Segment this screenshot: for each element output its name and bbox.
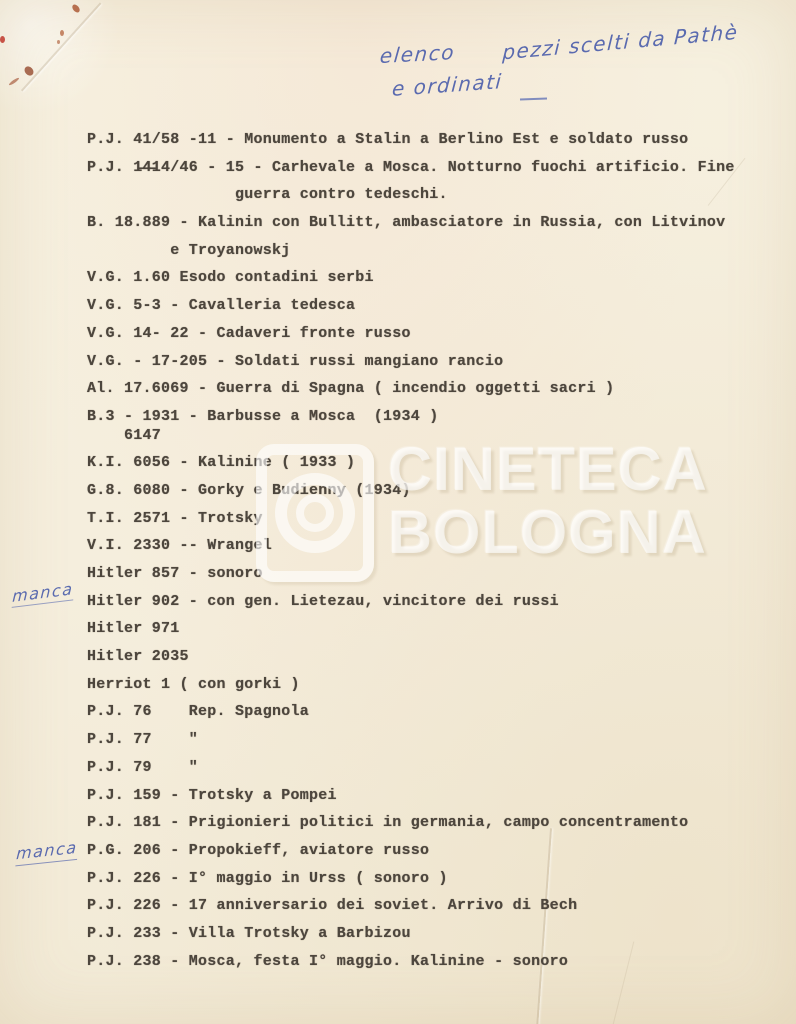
typed-line: 6147 [87, 426, 162, 444]
typed-line: P.J. 238 - Mosca, festa I° maggio. Kalinine - sonoro [87, 952, 569, 970]
typed-line: P.J. 233 - Villa Trotsky a Barbizou [87, 924, 411, 942]
red-speck [0, 36, 5, 43]
typed-line: guerra contro tedeschi. [87, 186, 448, 204]
typed-line: P.G. 206 - Propokieff, aviatore russo [87, 841, 430, 859]
rust-speck [57, 40, 60, 44]
typed-line: Hitler 902 - con gen. Lietezau, vincitore dei russi [87, 592, 559, 610]
typed-line: e Troyanowskj [87, 241, 291, 259]
typed-line: P.J. 77 " [87, 731, 199, 749]
typed-line: P.J. 41/58 -11 - Monumento a Stalin a Berlino Est e soldato russo [87, 131, 689, 148]
typed-text-block [87, 126, 777, 975]
typed-line: Al. 17.6069 - Guerra di Spagna ( incendio oggetti sacri ) [87, 380, 615, 398]
watermark-line-cineteca: CINETECA [388, 435, 708, 503]
paper-crease-topleft [21, 2, 101, 91]
typed-line: V.I. 2330 -- Wrangel [87, 537, 273, 555]
typed-line: P.J. 226 - 17 anniversario dei soviet. Arrivo di Bech [87, 897, 578, 915]
typed-line: Hitler 971 [87, 620, 180, 638]
typed-line: P.J. 79 " [87, 758, 199, 776]
typed-line: Herriot 1 ( con gorki ) [87, 675, 300, 693]
typed-line: P.J. 181 - Prigionieri politici in germania, campo concentramento [87, 814, 689, 832]
typed-line: V.G. 1.60 Esodo contadini serbi [87, 269, 374, 287]
rust-speck [60, 30, 64, 36]
handwritten-note-e-ordinati: e ordinati [391, 69, 504, 101]
rust-speck [8, 77, 20, 86]
handwritten-note-pezzi-scelti-da-pathe: pezzi scelti da Pathè [501, 19, 740, 65]
margin-note-manca-upper: manca [12, 579, 74, 608]
typed-line: V.G. 5-3 - Cavalleria tedesca [87, 297, 356, 315]
typed-line: P.J. 1̶4̶14/46 - 15 - Carhevale a Mosca. Notturno fuochi artificio. Fine [87, 158, 735, 176]
typed-line: V.G. - 17-205 - Soldati russi mangiano rancio [87, 352, 504, 370]
typed-line: P.J. 226 - I° maggio in Urss ( sonoro ) [87, 869, 448, 887]
rust-speck [71, 3, 81, 14]
typed-line: Hitler 2035 [87, 648, 189, 666]
typed-line: P.J. 76 Rep. Spagnola [87, 703, 310, 721]
typed-line: G.8. 6080 - Gorky e Budienny (1934) [87, 481, 411, 499]
typed-line: Hitler 857 - sonoro [87, 565, 263, 582]
typed-line: T.I. 2571 - Trotsky [87, 509, 263, 527]
typed-line: B.3 - 1931 - Barbusse a Mosca (1934 ) [87, 407, 439, 425]
typed-line: K.I. 6056 - Kalinine ( 1933 ) [87, 454, 356, 472]
typed-line: B. 18.889 - Kalinin con Bullitt, ambasciatore in Russia, con Litvinov [87, 214, 726, 232]
watermark-line-bologna: BOLOGNA [388, 498, 707, 566]
handwritten-note-elenco: elenco [378, 39, 457, 69]
typed-line: V.G. 14- 22 - Cadaveri fronte russo [87, 324, 411, 342]
typed-line: P.J. 159 - Trotsky a Pompei [87, 786, 337, 804]
handwritten-underline [520, 98, 547, 101]
margin-note-manca-lower: manca [15, 838, 78, 867]
